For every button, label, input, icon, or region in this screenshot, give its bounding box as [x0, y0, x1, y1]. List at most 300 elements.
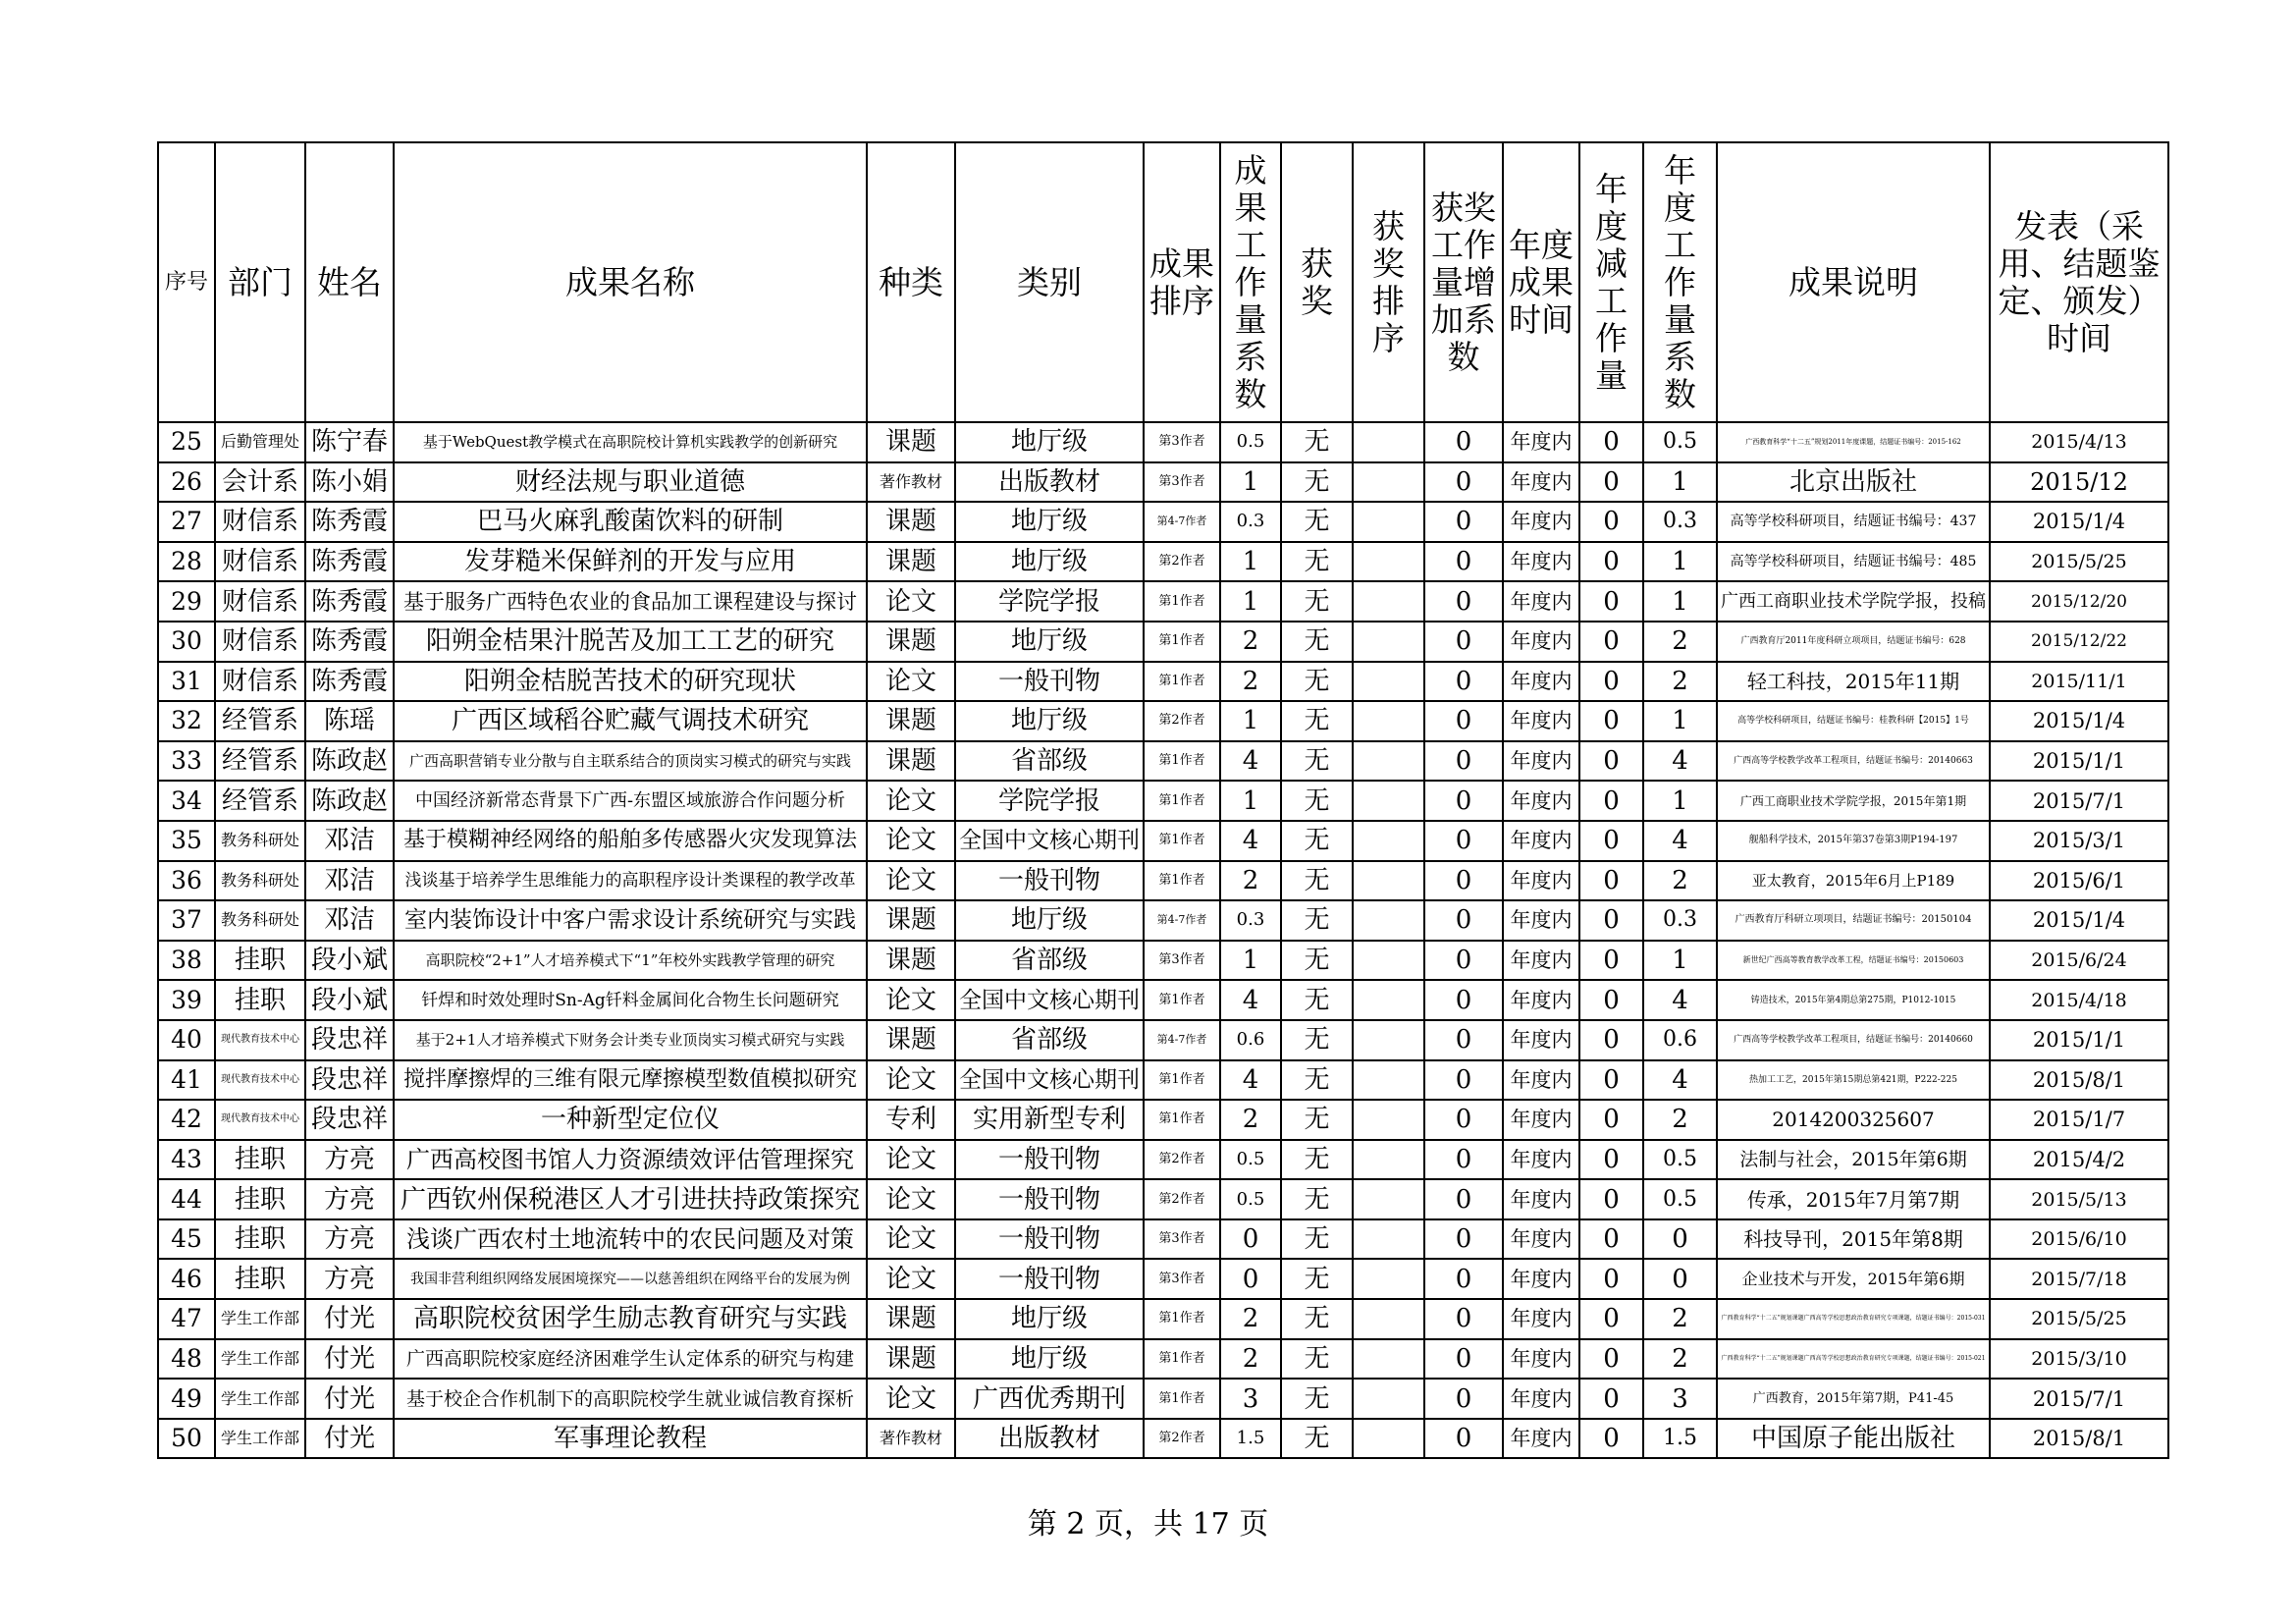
cell-kind: 论文	[867, 1259, 955, 1299]
cell-seq: 36	[158, 861, 215, 901]
cell-rank: 第2作者	[1144, 1179, 1220, 1219]
cell-kind: 论文	[867, 781, 955, 821]
cell-name: 方亮	[305, 1219, 394, 1260]
cell-coef: 2	[1220, 1339, 1281, 1380]
cell-name: 邓洁	[305, 821, 394, 861]
cell-name: 陈政赵	[305, 781, 394, 821]
cell-award-coef: 0	[1424, 1299, 1503, 1339]
cell-date: 2015/6/10	[1990, 1219, 2168, 1260]
cell-reduce: 0	[1579, 1140, 1643, 1180]
cell-award: 无	[1281, 741, 1353, 782]
cell-coef: 1	[1220, 701, 1281, 741]
cell-category: 全国中文核心期刊	[955, 980, 1144, 1020]
cell-year-time: 年度内	[1503, 980, 1579, 1020]
cell-category: 地厅级	[955, 900, 1144, 941]
cell-name: 邓洁	[305, 900, 394, 941]
cell-award-rank	[1353, 781, 1424, 821]
cell-dept: 后勤管理处	[215, 422, 305, 462]
cell-rank: 第1作者	[1144, 781, 1220, 821]
cell-reduce: 0	[1579, 701, 1643, 741]
cell-rank: 第1作者	[1144, 1060, 1220, 1101]
cell-year-time: 年度内	[1503, 1259, 1579, 1299]
cell-award-coef: 0	[1424, 622, 1503, 662]
table-row	[158, 1299, 2168, 1339]
cell-dept: 挂职	[215, 1140, 305, 1180]
cell-kind: 课题	[867, 900, 955, 941]
cell-year-coef: 1	[1643, 941, 1717, 981]
cell-seq: 40	[158, 1020, 215, 1060]
cell-seq: 35	[158, 821, 215, 861]
cell-reduce: 0	[1579, 1379, 1643, 1419]
table-row	[158, 1379, 2168, 1419]
cell-rank: 第2作者	[1144, 1140, 1220, 1180]
cell-year-coef: 0.5	[1643, 1140, 1717, 1180]
cell-year-coef: 1.5	[1643, 1419, 1717, 1459]
cell-reduce: 0	[1579, 581, 1643, 622]
cell-name: 付光	[305, 1339, 394, 1380]
cell-desc: 广西高等学校教学改革工程项目，结题证书编号：20140660	[1717, 1020, 1990, 1060]
cell-category: 全国中文核心期刊	[955, 821, 1144, 861]
cell-seq: 47	[158, 1299, 215, 1339]
cell-dept: 学生工作部	[215, 1379, 305, 1419]
cell-dept: 财信系	[215, 662, 305, 702]
cell-reduce: 0	[1579, 662, 1643, 702]
cell-name: 陈秀霞	[305, 502, 394, 542]
cell-desc: 广西教育科学“十二五”规划2011年度课题，结题证书编号：2015-162	[1717, 422, 1990, 462]
cell-category: 全国中文核心期刊	[955, 1060, 1144, 1101]
cell-title: 军事理论教程	[394, 1419, 867, 1459]
cell-coef: 0.6	[1220, 1020, 1281, 1060]
cell-award: 无	[1281, 1140, 1353, 1180]
table-row	[158, 462, 2168, 503]
cell-coef: 4	[1220, 741, 1281, 782]
cell-year-coef: 4	[1643, 741, 1717, 782]
cell-title: 浅谈基于培养学生思维能力的高职程序设计类课程的教学改革	[394, 861, 867, 901]
cell-date: 2015/7/1	[1990, 781, 2168, 821]
cell-seq: 28	[158, 542, 215, 582]
cell-desc: 广西工商职业技术学院学报，2015年第1期	[1717, 781, 1990, 821]
cell-year-time: 年度内	[1503, 542, 1579, 582]
cell-date: 2015/12	[1990, 462, 2168, 503]
cell-award: 无	[1281, 701, 1353, 741]
cell-seq: 30	[158, 622, 215, 662]
cell-title: 阳朔金桔果汁脱苦及加工工艺的研究	[394, 622, 867, 662]
cell-desc: 传承，2015年7月第7期	[1717, 1179, 1990, 1219]
cell-name: 段小斌	[305, 980, 394, 1020]
cell-seq: 45	[158, 1219, 215, 1260]
cell-award-rank	[1353, 861, 1424, 901]
cell-award-coef: 0	[1424, 662, 1503, 702]
cell-reduce: 0	[1579, 462, 1643, 503]
cell-reduce: 0	[1579, 781, 1643, 821]
cell-name: 陈秀霞	[305, 662, 394, 702]
cell-year-time: 年度内	[1503, 422, 1579, 462]
cell-coef: 2	[1220, 861, 1281, 901]
cell-award-rank	[1353, 1419, 1424, 1459]
cell-kind: 课题	[867, 542, 955, 582]
cell-award-rank	[1353, 581, 1424, 622]
cell-award: 无	[1281, 422, 1353, 462]
cell-year-time: 年度内	[1503, 861, 1579, 901]
table-header	[158, 142, 2168, 422]
cell-award-rank	[1353, 1140, 1424, 1180]
cell-dept: 经管系	[215, 781, 305, 821]
cell-title: 发芽糙米保鲜剂的开发与应用	[394, 542, 867, 582]
cell-reduce: 0	[1579, 1100, 1643, 1140]
cell-title: 中国经济新常态背景下广西-东盟区域旅游合作问题分析	[394, 781, 867, 821]
cell-award-coef: 0	[1424, 1379, 1503, 1419]
cell-rank: 第1作者	[1144, 1379, 1220, 1419]
cell-kind: 课题	[867, 941, 955, 981]
cell-kind: 论文	[867, 662, 955, 702]
achievement-table	[157, 141, 2169, 1459]
cell-date: 2015/4/18	[1990, 980, 2168, 1020]
cell-title: 广西区域稻谷贮藏气调技术研究	[394, 701, 867, 741]
cell-award-coef: 0	[1424, 1259, 1503, 1299]
cell-date: 2015/1/1	[1990, 1020, 2168, 1060]
cell-award-rank	[1353, 422, 1424, 462]
table-row	[158, 1339, 2168, 1380]
cell-year-coef: 1	[1643, 781, 1717, 821]
cell-award-coef: 0	[1424, 581, 1503, 622]
cell-award-rank	[1353, 542, 1424, 582]
cell-date: 2015/7/18	[1990, 1259, 2168, 1299]
cell-seq: 50	[158, 1419, 215, 1459]
cell-category: 出版教材	[955, 1419, 1144, 1459]
table-row	[158, 622, 2168, 662]
cell-year-coef: 0.3	[1643, 502, 1717, 542]
header-date: 发表（采用、结题鉴定、颁发）时间	[1990, 142, 2168, 422]
cell-reduce: 0	[1579, 542, 1643, 582]
cell-date: 2015/5/13	[1990, 1179, 2168, 1219]
cell-desc: 广西教育厅2011年度科研立项项目，结题证书编号：628	[1717, 622, 1990, 662]
cell-name: 方亮	[305, 1140, 394, 1180]
cell-award-coef: 0	[1424, 1140, 1503, 1180]
cell-award-rank	[1353, 1219, 1424, 1260]
cell-date: 2015/11/1	[1990, 662, 2168, 702]
cell-year-coef: 2	[1643, 622, 1717, 662]
cell-desc: 铸造技术，2015年第4期总第275期，P1012-1015	[1717, 980, 1990, 1020]
table-row	[158, 1219, 2168, 1260]
cell-reduce: 0	[1579, 900, 1643, 941]
cell-year-coef: 2	[1643, 1299, 1717, 1339]
cell-year-coef: 2	[1643, 861, 1717, 901]
cell-reduce: 0	[1579, 861, 1643, 901]
cell-dept: 学生工作部	[215, 1419, 305, 1459]
cell-kind: 论文	[867, 1219, 955, 1260]
cell-title: 浅谈广西农村土地流转中的农民问题及对策	[394, 1219, 867, 1260]
cell-kind: 论文	[867, 980, 955, 1020]
cell-year-time: 年度内	[1503, 1379, 1579, 1419]
cell-category: 地厅级	[955, 502, 1144, 542]
cell-rank: 第1作者	[1144, 980, 1220, 1020]
table-row	[158, 1259, 2168, 1299]
cell-desc: 舰船科学技术，2015年第37卷第3期P194-197	[1717, 821, 1990, 861]
cell-kind: 论文	[867, 821, 955, 861]
cell-desc: 北京出版社	[1717, 462, 1990, 503]
header-dept: 部门	[215, 142, 305, 422]
cell-name: 邓洁	[305, 861, 394, 901]
cell-reduce: 0	[1579, 1419, 1643, 1459]
cell-dept: 挂职	[215, 1179, 305, 1219]
cell-rank: 第2作者	[1144, 1419, 1220, 1459]
cell-date: 2015/6/24	[1990, 941, 2168, 981]
header-award-rank: 获奖排序	[1353, 142, 1424, 422]
cell-award-coef: 0	[1424, 1060, 1503, 1101]
table-row	[158, 1020, 2168, 1060]
table-row	[158, 1100, 2168, 1140]
cell-seq: 26	[158, 462, 215, 503]
cell-name: 付光	[305, 1419, 394, 1459]
cell-coef: 1.5	[1220, 1419, 1281, 1459]
cell-award-rank	[1353, 1060, 1424, 1101]
table-row	[158, 422, 2168, 462]
cell-title: 高职院校贫困学生励志教育研究与实践	[394, 1299, 867, 1339]
table-row	[158, 1419, 2168, 1459]
cell-year-time: 年度内	[1503, 1219, 1579, 1260]
cell-award: 无	[1281, 1219, 1353, 1260]
cell-title: 室内装饰设计中客户需求设计系统研究与实践	[394, 900, 867, 941]
cell-dept: 经管系	[215, 701, 305, 741]
cell-title: 阳朔金桔脱苦技术的研究现状	[394, 662, 867, 702]
cell-award-coef: 0	[1424, 980, 1503, 1020]
cell-date: 2015/12/22	[1990, 622, 2168, 662]
cell-award: 无	[1281, 900, 1353, 941]
cell-title: 广西钦州保税港区人才引进扶持政策探究	[394, 1179, 867, 1219]
header-year-coef: 年度工作量系数	[1643, 142, 1717, 422]
cell-dept: 现代教育技术中心	[215, 1020, 305, 1060]
cell-dept: 挂职	[215, 941, 305, 981]
cell-reduce: 0	[1579, 941, 1643, 981]
cell-dept: 财信系	[215, 581, 305, 622]
cell-desc: 2014200325607	[1717, 1100, 1990, 1140]
cell-category: 地厅级	[955, 422, 1144, 462]
cell-year-coef: 2	[1643, 1339, 1717, 1380]
cell-category: 出版教材	[955, 462, 1144, 503]
cell-kind: 论文	[867, 1379, 955, 1419]
cell-award-rank	[1353, 941, 1424, 981]
cell-date: 2015/1/4	[1990, 900, 2168, 941]
cell-seq: 29	[158, 581, 215, 622]
cell-coef: 1	[1220, 462, 1281, 503]
cell-award-coef: 0	[1424, 1419, 1503, 1459]
cell-award: 无	[1281, 581, 1353, 622]
cell-year-time: 年度内	[1503, 462, 1579, 503]
cell-name: 陈秀霞	[305, 622, 394, 662]
cell-date: 2015/8/1	[1990, 1419, 2168, 1459]
cell-rank: 第4-7作者	[1144, 502, 1220, 542]
cell-title: 基于服务广西特色农业的食品加工课程建设与探讨	[394, 581, 867, 622]
cell-coef: 0.3	[1220, 900, 1281, 941]
cell-award: 无	[1281, 1020, 1353, 1060]
cell-category: 省部级	[955, 741, 1144, 782]
cell-name: 段忠祥	[305, 1060, 394, 1101]
cell-award-coef: 0	[1424, 502, 1503, 542]
table-row	[158, 861, 2168, 901]
table-row	[158, 781, 2168, 821]
cell-reduce: 0	[1579, 1339, 1643, 1380]
cell-date: 2015/3/1	[1990, 821, 2168, 861]
cell-category: 一般刊物	[955, 1259, 1144, 1299]
cell-award-coef: 0	[1424, 542, 1503, 582]
cell-coef: 4	[1220, 1060, 1281, 1101]
cell-dept: 挂职	[215, 1219, 305, 1260]
cell-date: 2015/4/13	[1990, 422, 2168, 462]
cell-reduce: 0	[1579, 622, 1643, 662]
cell-award-coef: 0	[1424, 462, 1503, 503]
cell-rank: 第3作者	[1144, 1219, 1220, 1260]
cell-desc: 广西工商职业技术学院学报，投稿	[1717, 581, 1990, 622]
cell-coef: 0.5	[1220, 1140, 1281, 1180]
cell-year-time: 年度内	[1503, 1100, 1579, 1140]
cell-award: 无	[1281, 861, 1353, 901]
cell-award-coef: 0	[1424, 1339, 1503, 1380]
cell-rank: 第1作者	[1144, 1299, 1220, 1339]
cell-award-coef: 0	[1424, 900, 1503, 941]
cell-title: 广西高校图书馆人力资源绩效评估管理探究	[394, 1140, 867, 1180]
table-row	[158, 701, 2168, 741]
cell-year-coef: 1	[1643, 542, 1717, 582]
cell-seq: 32	[158, 701, 215, 741]
cell-year-coef: 0.5	[1643, 1179, 1717, 1219]
cell-award-rank	[1353, 662, 1424, 702]
cell-year-time: 年度内	[1503, 900, 1579, 941]
cell-seq: 31	[158, 662, 215, 702]
cell-date: 2015/5/25	[1990, 1299, 2168, 1339]
cell-dept: 财信系	[215, 622, 305, 662]
cell-award-rank	[1353, 1179, 1424, 1219]
cell-kind: 课题	[867, 1299, 955, 1339]
cell-kind: 课题	[867, 1339, 955, 1380]
cell-kind: 论文	[867, 1179, 955, 1219]
cell-award: 无	[1281, 1259, 1353, 1299]
cell-rank: 第3作者	[1144, 1259, 1220, 1299]
cell-desc: 广西教育科学“十二五”规划课题广西高等学校思想政治教育研究专项课题，结题证书编号：2015-031	[1717, 1299, 1990, 1339]
cell-year-coef: 2	[1643, 1100, 1717, 1140]
cell-category: 一般刊物	[955, 662, 1144, 702]
cell-year-coef: 1	[1643, 581, 1717, 622]
header-coef: 成果工作量系数	[1220, 142, 1281, 422]
cell-rank: 第1作者	[1144, 861, 1220, 901]
cell-date: 2015/8/1	[1990, 1060, 2168, 1101]
cell-award-rank	[1353, 462, 1424, 503]
cell-year-time: 年度内	[1503, 1179, 1579, 1219]
cell-award-coef: 0	[1424, 1219, 1503, 1260]
cell-award: 无	[1281, 622, 1353, 662]
cell-desc: 广西教育科学“十二五”规划课题广西高等学校思想政治教育研究专项课题，结题证书编号：2015-021	[1717, 1339, 1990, 1380]
cell-award: 无	[1281, 821, 1353, 861]
cell-date: 2015/1/1	[1990, 741, 2168, 782]
cell-reduce: 0	[1579, 1259, 1643, 1299]
cell-reduce: 0	[1579, 1299, 1643, 1339]
cell-coef: 0.5	[1220, 1179, 1281, 1219]
cell-dept: 教务科研处	[215, 900, 305, 941]
cell-year-coef: 1	[1643, 701, 1717, 741]
cell-category: 地厅级	[955, 622, 1144, 662]
cell-dept: 学生工作部	[215, 1299, 305, 1339]
cell-seq: 42	[158, 1100, 215, 1140]
cell-seq: 25	[158, 422, 215, 462]
table-row	[158, 900, 2168, 941]
cell-seq: 37	[158, 900, 215, 941]
cell-desc: 新世纪广西高等教育教学改革工程，结题证书编号：20150603	[1717, 941, 1990, 981]
cell-reduce: 0	[1579, 1179, 1643, 1219]
cell-seq: 43	[158, 1140, 215, 1180]
cell-rank: 第1作者	[1144, 622, 1220, 662]
cell-year-coef: 0.6	[1643, 1020, 1717, 1060]
cell-kind: 课题	[867, 1020, 955, 1060]
cell-award: 无	[1281, 1060, 1353, 1101]
cell-rank: 第2作者	[1144, 701, 1220, 741]
cell-kind: 课题	[867, 422, 955, 462]
cell-desc: 热加工工艺，2015年第15期总第421期，P222-225	[1717, 1060, 1990, 1101]
cell-category: 一般刊物	[955, 861, 1144, 901]
cell-coef: 1	[1220, 581, 1281, 622]
cell-name: 段忠祥	[305, 1020, 394, 1060]
cell-award-coef: 0	[1424, 422, 1503, 462]
cell-award-coef: 0	[1424, 1100, 1503, 1140]
cell-reduce: 0	[1579, 1020, 1643, 1060]
cell-desc: 高等学校科研项目，结题证书编号：437	[1717, 502, 1990, 542]
cell-award: 无	[1281, 502, 1353, 542]
cell-kind: 课题	[867, 701, 955, 741]
cell-award: 无	[1281, 542, 1353, 582]
cell-date: 2015/1/7	[1990, 1100, 2168, 1140]
cell-year-time: 年度内	[1503, 941, 1579, 981]
cell-award-rank	[1353, 701, 1424, 741]
cell-year-time: 年度内	[1503, 701, 1579, 741]
cell-seq: 49	[158, 1379, 215, 1419]
cell-award: 无	[1281, 1100, 1353, 1140]
cell-coef: 4	[1220, 821, 1281, 861]
cell-kind: 课题	[867, 502, 955, 542]
cell-dept: 学生工作部	[215, 1339, 305, 1380]
cell-year-coef: 2	[1643, 662, 1717, 702]
cell-year-time: 年度内	[1503, 741, 1579, 782]
cell-dept: 财信系	[215, 542, 305, 582]
cell-year-time: 年度内	[1503, 1140, 1579, 1180]
cell-kind: 论文	[867, 1140, 955, 1180]
cell-award-coef: 0	[1424, 701, 1503, 741]
header-desc: 成果说明	[1717, 142, 1990, 422]
cell-kind: 论文	[867, 1060, 955, 1101]
cell-seq: 27	[158, 502, 215, 542]
table-row	[158, 1060, 2168, 1101]
cell-coef: 3	[1220, 1379, 1281, 1419]
cell-seq: 48	[158, 1339, 215, 1380]
cell-award: 无	[1281, 1379, 1353, 1419]
cell-name: 方亮	[305, 1259, 394, 1299]
cell-coef: 0.5	[1220, 422, 1281, 462]
cell-rank: 第1作者	[1144, 581, 1220, 622]
cell-title: 广西高职营销专业分散与自主联系结合的顶岗实习模式的研究与实践	[394, 741, 867, 782]
cell-dept: 会计系	[215, 462, 305, 503]
cell-year-coef: 1	[1643, 462, 1717, 503]
cell-coef: 1	[1220, 542, 1281, 582]
cell-rank: 第1作者	[1144, 1339, 1220, 1380]
cell-name: 陈秀霞	[305, 581, 394, 622]
cell-category: 一般刊物	[955, 1140, 1144, 1180]
cell-date: 2015/4/2	[1990, 1140, 2168, 1180]
cell-coef: 0.3	[1220, 502, 1281, 542]
cell-category: 一般刊物	[955, 1179, 1144, 1219]
cell-name: 方亮	[305, 1179, 394, 1219]
cell-award: 无	[1281, 1419, 1353, 1459]
cell-coef: 1	[1220, 941, 1281, 981]
cell-award-rank	[1353, 741, 1424, 782]
cell-year-coef: 0.5	[1643, 422, 1717, 462]
cell-desc: 中国原子能出版社	[1717, 1419, 1990, 1459]
